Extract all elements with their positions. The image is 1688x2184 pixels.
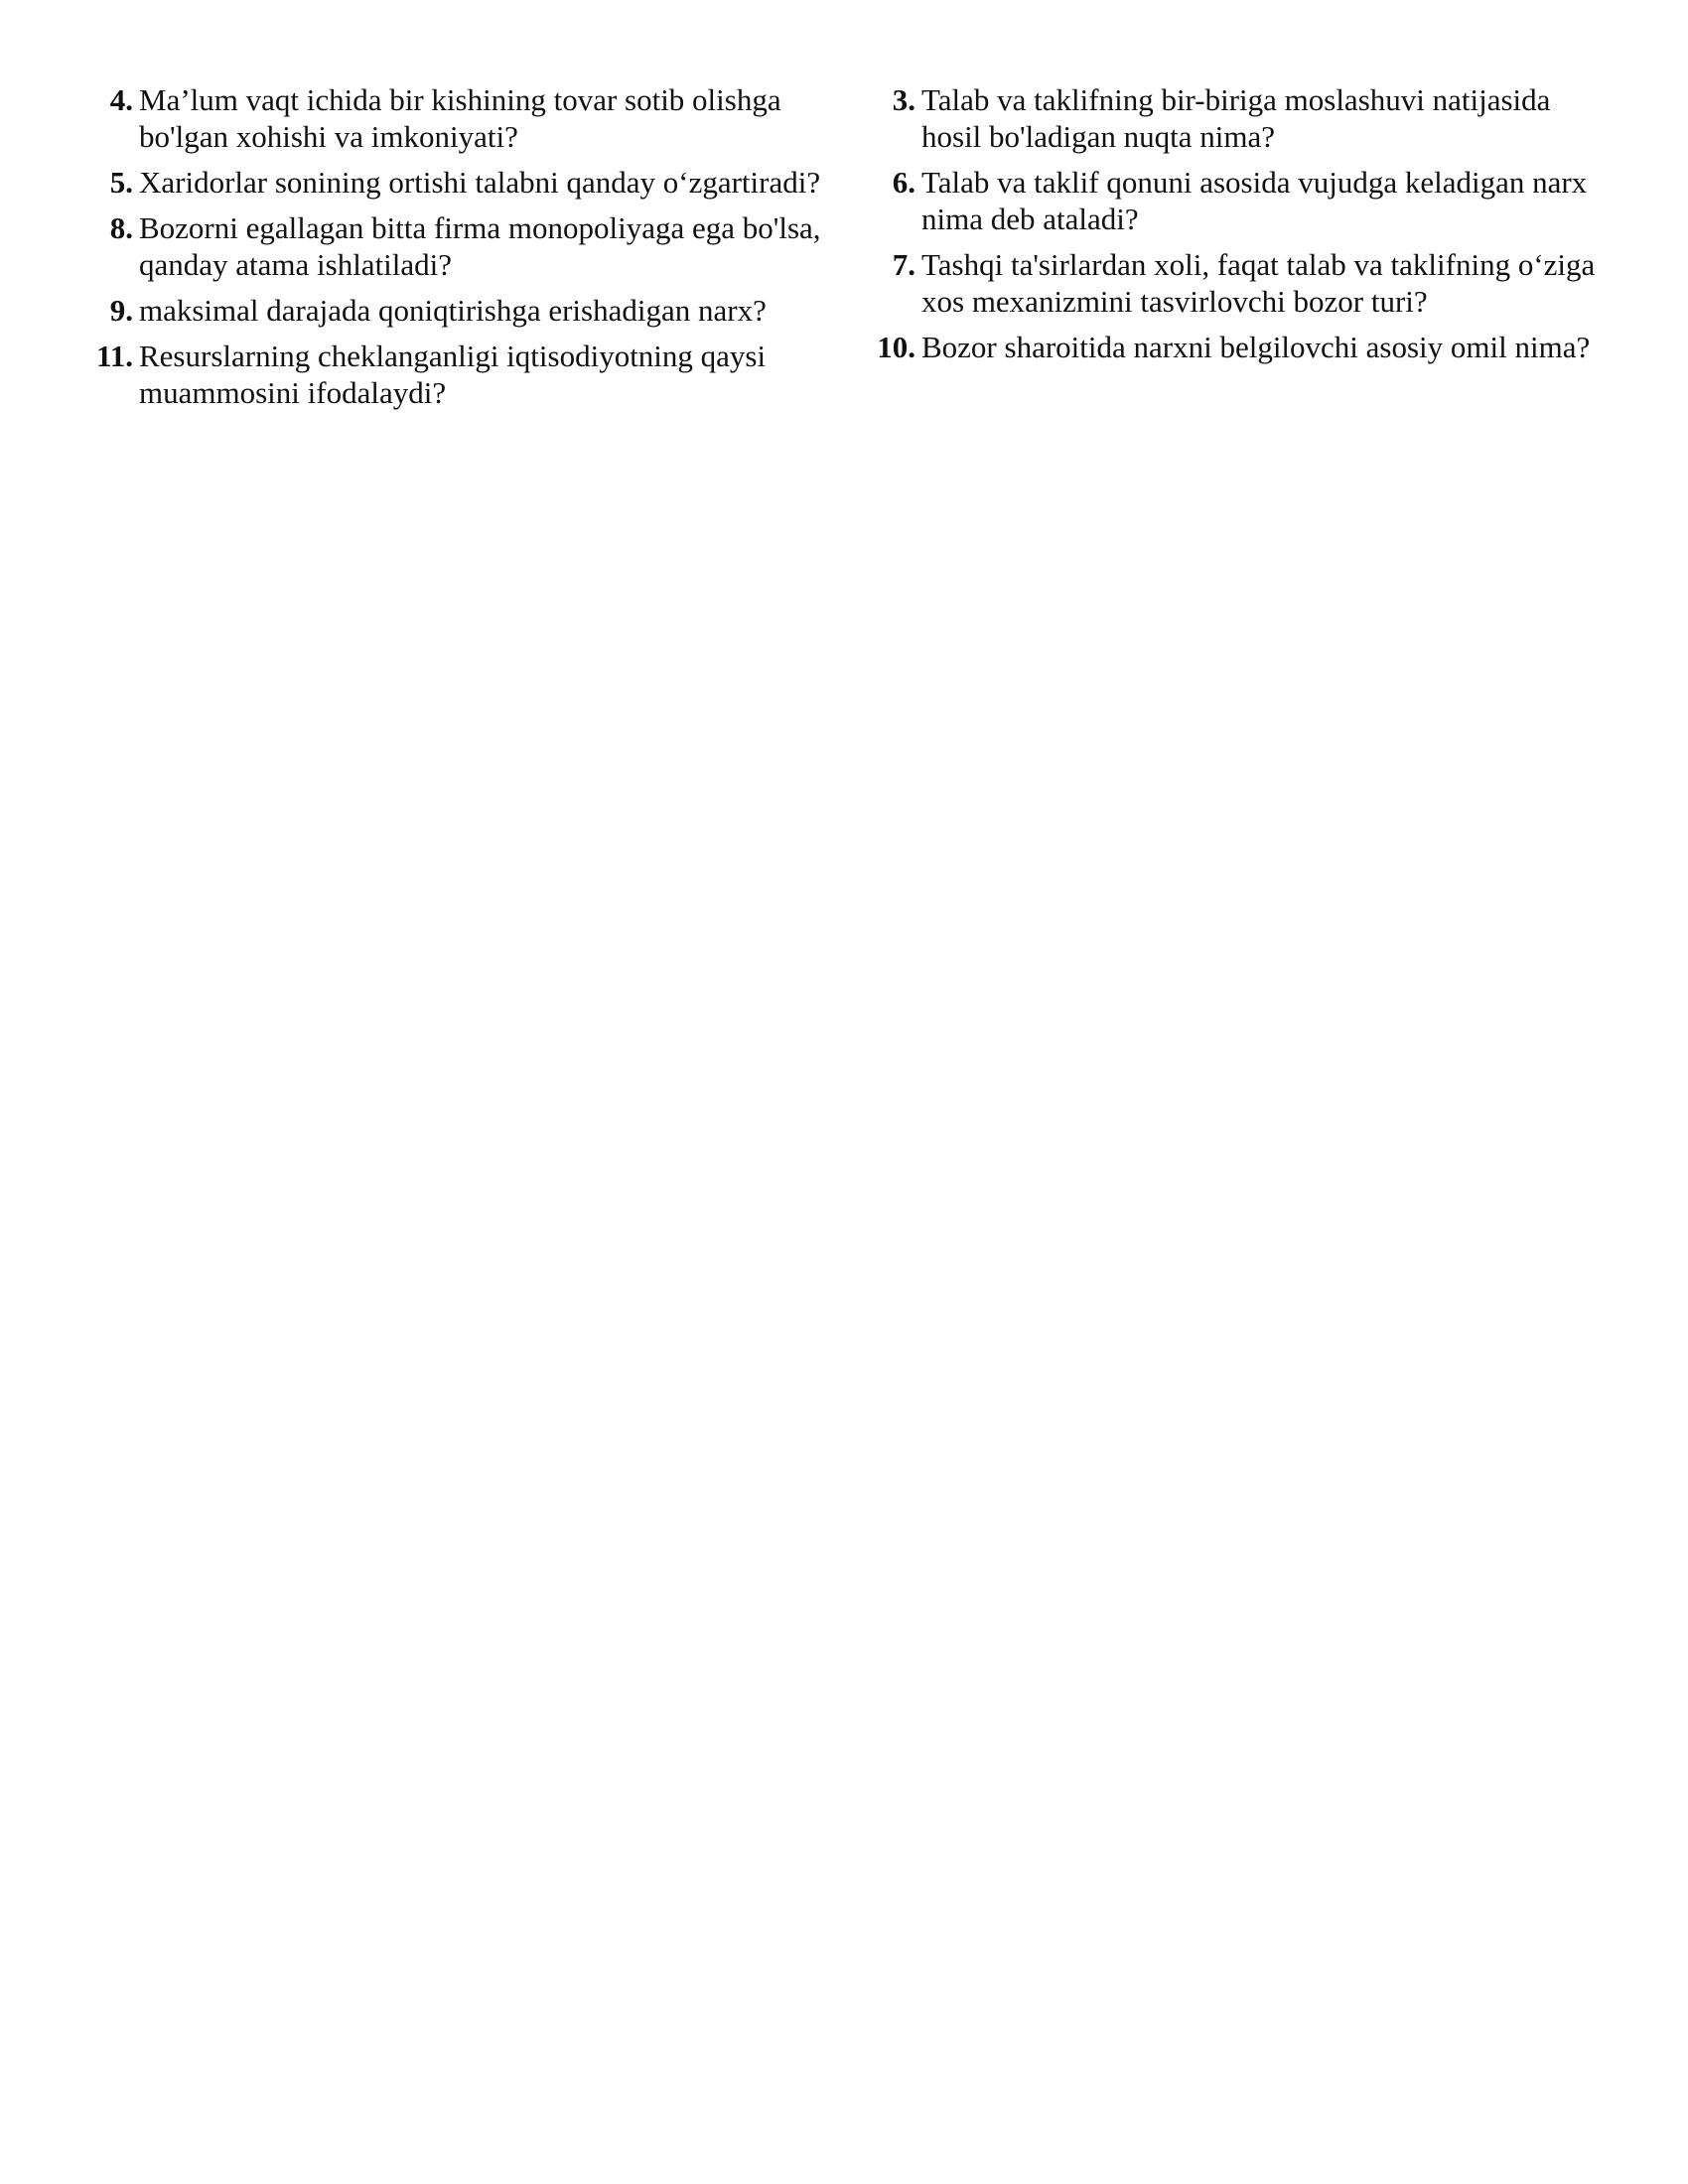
question-text: Tashqi ta'sirlardan xoli, faqat talab va taklifning o‘ziga xos mexanizmini tasvirlovchi bozor turi? <box>921 247 1596 319</box>
question-item <box>870 329 1605 365</box>
question-number: 10. <box>877 330 915 364</box>
question-number: 5. <box>109 165 133 200</box>
question-number: 8. <box>109 210 133 245</box>
question-number: 3. <box>892 82 915 117</box>
question-item <box>870 164 1605 237</box>
right-question-column <box>870 81 1605 374</box>
question-number: 6. <box>892 165 915 200</box>
question-number: 9. <box>109 293 133 328</box>
question-number: 7. <box>892 247 915 282</box>
question-item <box>87 164 832 201</box>
question-text: maksimal darajada qoniqtirishga erishadigan narx? <box>139 293 767 328</box>
question-text: Resurslarning cheklanganligi iqtisodiyotning qaysi muammosini ifodalaydi? <box>139 339 767 410</box>
question-item <box>87 209 832 283</box>
question-item <box>87 81 832 155</box>
question-number: 11. <box>95 339 133 373</box>
question-item <box>87 292 832 329</box>
left-question-column <box>87 81 832 420</box>
question-text: Xaridorlar sonining ortishi talabni qanday o‘zgartiradi? <box>139 165 821 200</box>
question-text: Bozorni egallagan bitta firma monopoliyaga ega bo'lsa, qanday atama ishlatiladi? <box>139 210 821 282</box>
question-item <box>87 338 832 411</box>
question-text: Talab va taklif qonuni asosida vujudga keladigan narx nima deb ataladi? <box>921 165 1588 236</box>
question-text: Bozor sharoitida narxni belgilovchi asosiy omil nima? <box>921 330 1591 364</box>
question-item <box>870 81 1605 155</box>
question-number: 4. <box>109 82 133 117</box>
question-item <box>870 246 1605 320</box>
question-text: Talab va taklifning bir-biriga moslashuvi natijasida hosil bo'ladigan nuqta nima? <box>921 82 1551 154</box>
question-text: Ma’lum vaqt ichida bir kishining tovar sotib olishga bo'lgan xohishi va imkoniyati? <box>139 82 781 154</box>
